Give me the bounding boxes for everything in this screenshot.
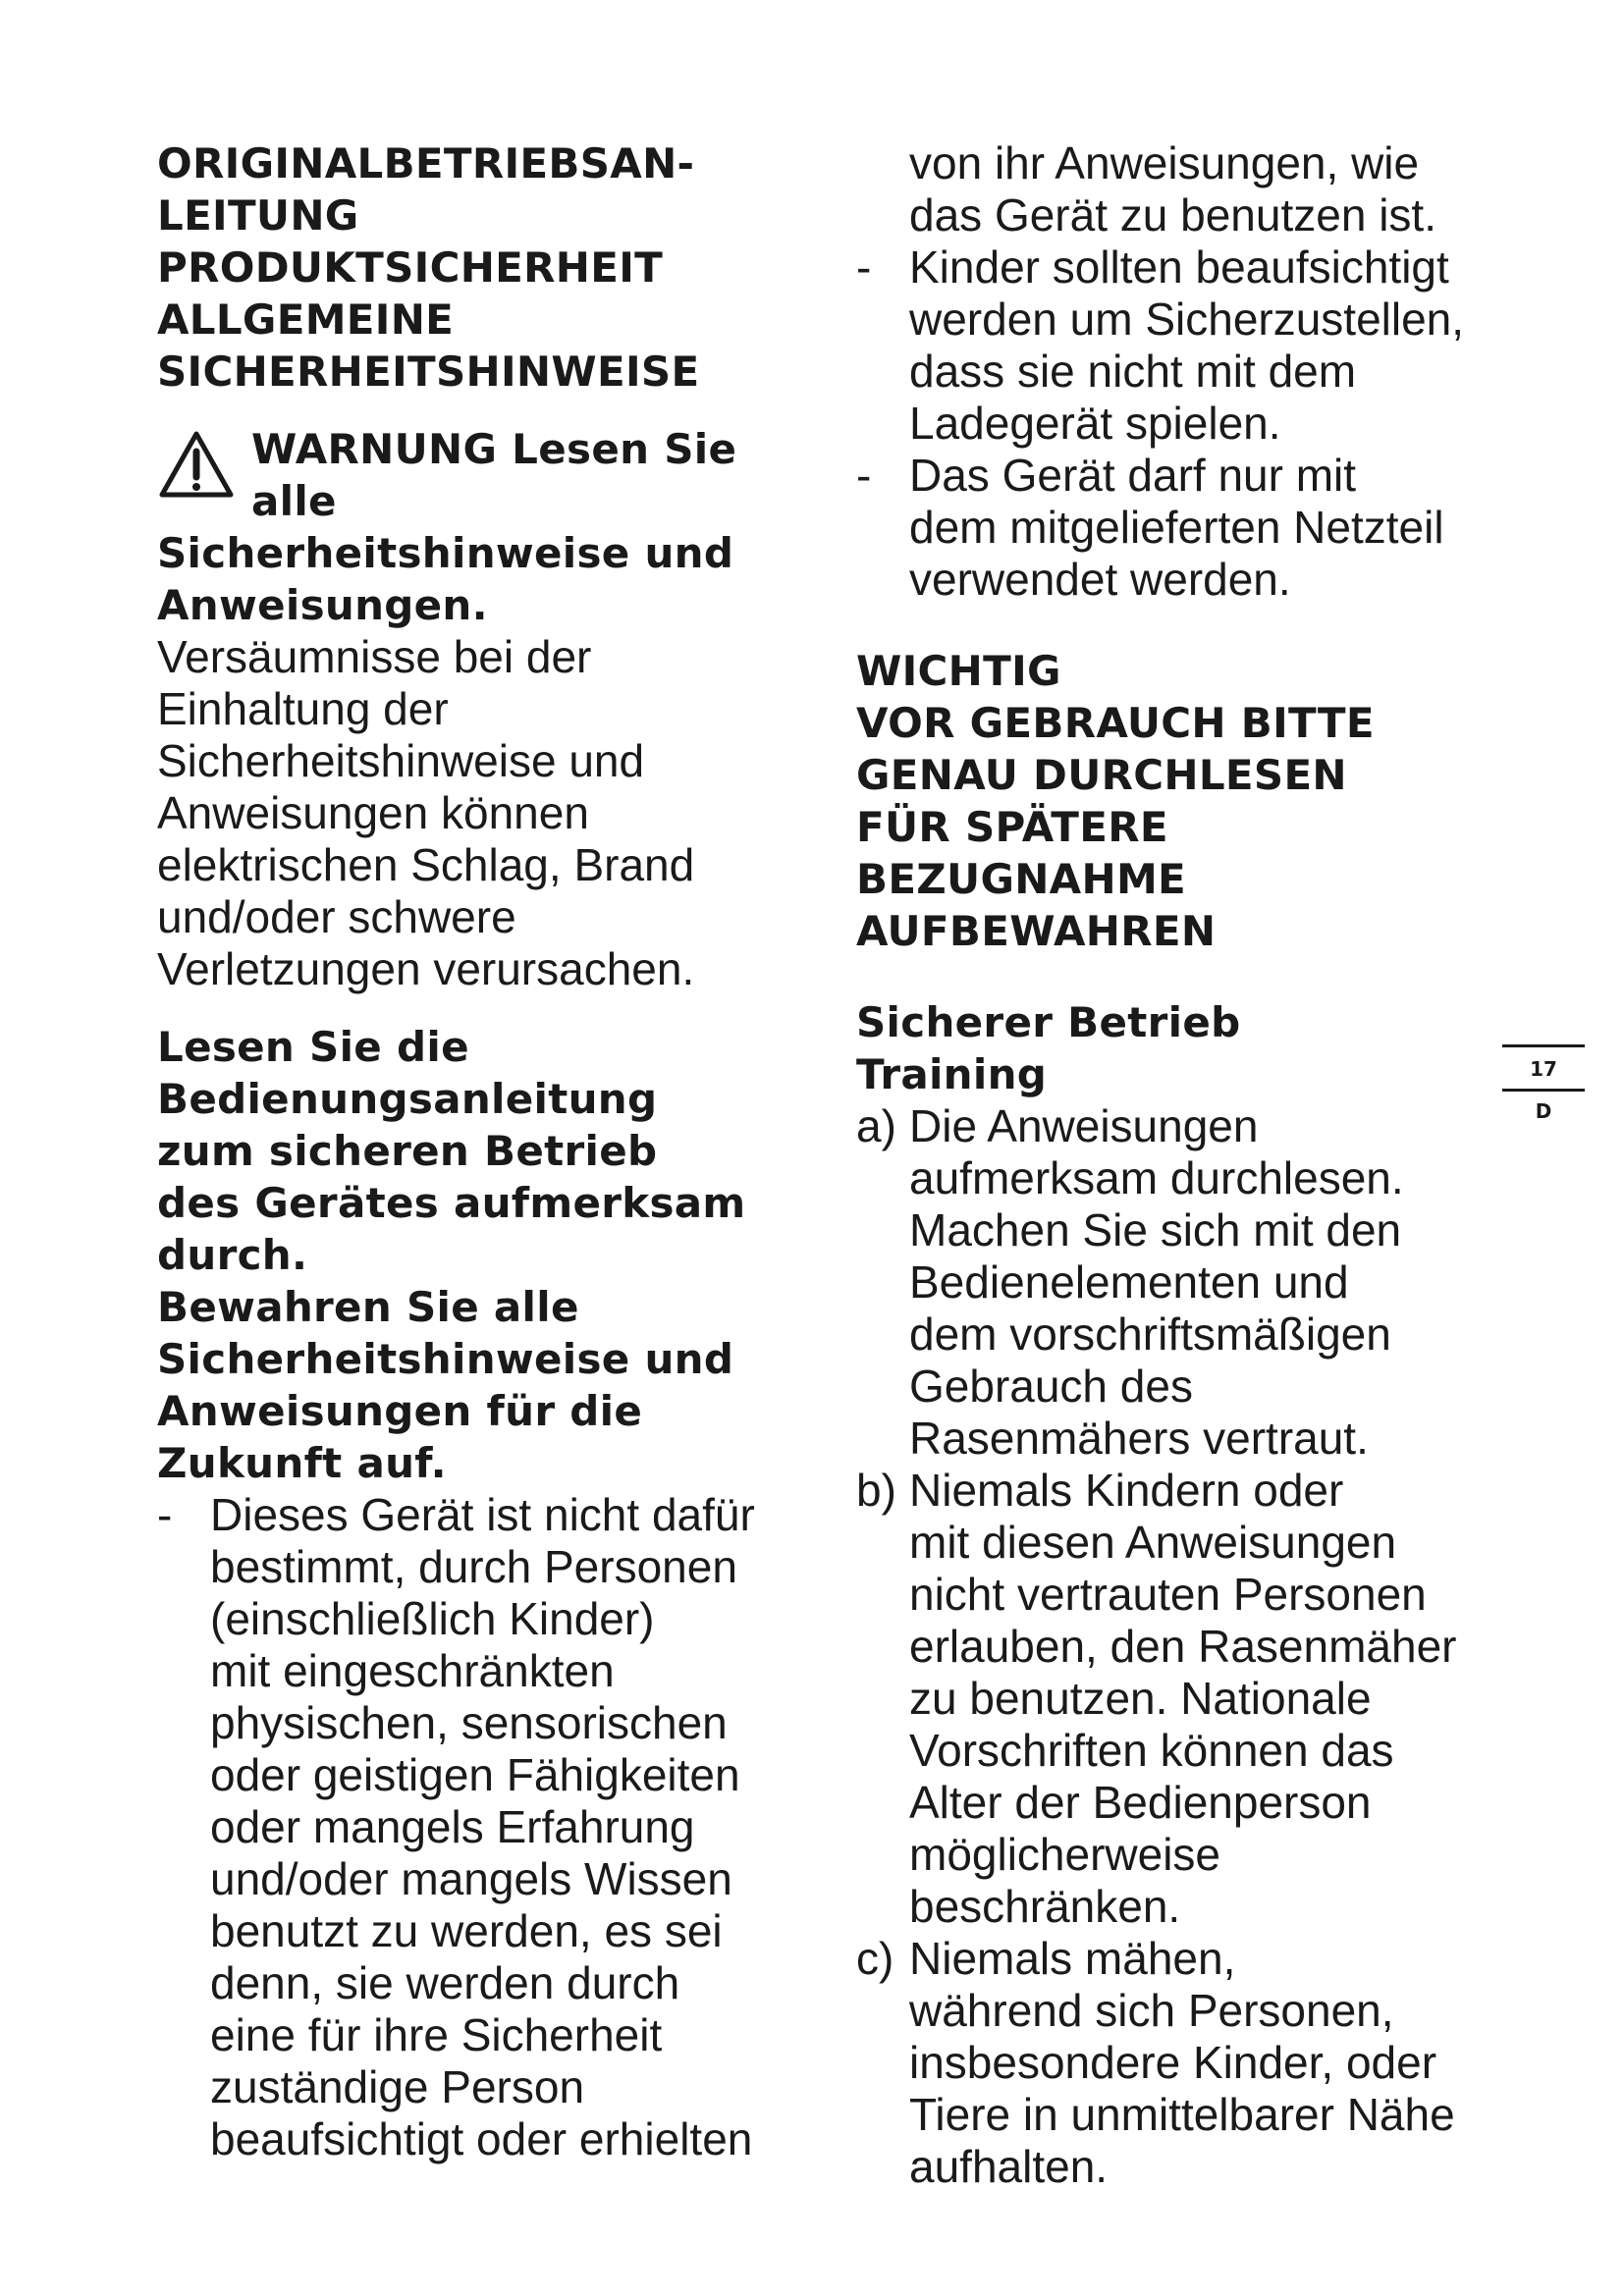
list-marker: - (856, 241, 872, 293)
list-line: Bedienelementen und (909, 1256, 1349, 1308)
list-line: werden um Sicherzustellen, (909, 294, 1465, 345)
paragraph-line: Verletzungen verursachen. (157, 943, 695, 994)
list-line: (einschließlich Kinder) (210, 1593, 655, 1644)
list-marker: a) (856, 1100, 896, 1151)
list-line: Die Anweisungen (909, 1100, 1259, 1151)
title-line: SICHERHEITSHINWEISE (157, 347, 700, 396)
list-line: zu benutzen. Nationale (909, 1673, 1372, 1724)
list-line: Alter der Bedienperson (909, 1777, 1372, 1828)
paragraph-line: und/oder schwere (157, 891, 516, 942)
warning-cont-line: Anweisungen. (157, 581, 488, 629)
heading-line: Sicherer Betrieb (856, 998, 1241, 1046)
heading-line: Sicherheitshinweise und (157, 1335, 734, 1383)
read-instructions-heading (157, 1021, 805, 1489)
paragraph-line: Sicherheitshinweise und (157, 735, 645, 786)
list-line: Kinder sollten beaufsichtigt (909, 241, 1449, 293)
list-line: bestimmt, durch Personen (210, 1541, 737, 1592)
list-line: Dieses Gerät ist nicht dafür (210, 1489, 755, 1540)
heading-line: Lesen Sie die (157, 1023, 469, 1071)
important-heading (856, 645, 1524, 957)
list-line: insbesondere Kinder, oder (909, 2037, 1437, 2088)
list-line: oder geistigen Fähigkeiten (210, 1749, 740, 1800)
heading-line: BEZUGNAHME (856, 855, 1187, 903)
heading-line: VOR GEBRAUCH BITTE (856, 699, 1375, 747)
list-line: denn, sie werden durch (210, 1957, 680, 2008)
warning-line: alle (251, 477, 337, 525)
list-line: Niemals Kindern oder (909, 1465, 1344, 1516)
list-line: dem vorschriftsmäßigen (909, 1308, 1391, 1360)
list-line: Vorschriften können das (909, 1725, 1394, 1776)
heading-line: Training (856, 1050, 1048, 1098)
list-line: Ladegerät spielen. (909, 398, 1281, 449)
list-line: Tiere in unmittelbarer Nähe (909, 2089, 1455, 2140)
list-line: mit diesen Anweisungen (909, 1517, 1397, 1568)
paragraph-line: von ihr Anweisungen, wie (909, 137, 1420, 188)
list-marker: c) (856, 1933, 894, 1984)
document-title (157, 137, 805, 398)
list-line: verwendet werden. (909, 554, 1291, 605)
title-line: ALLGEMEINE (157, 295, 455, 344)
list-line: benutzt zu werden, es sei (210, 1905, 723, 1956)
list-line: Gebrauch des (909, 1361, 1193, 1412)
paragraph-line: das Gerät zu benutzen ist. (909, 189, 1436, 240)
paragraph-line: Einhaltung der (157, 683, 449, 734)
page-marker-rule (1502, 1044, 1585, 1047)
page-marker-rule (1502, 1089, 1585, 1092)
list-line: eine für ihre Sicherheit (210, 2009, 663, 2060)
warning-heading-continued (157, 527, 805, 631)
section-heading (856, 996, 1524, 1100)
heading-line: AUFBEWAHREN (856, 907, 1217, 955)
list-line: aufmerksam durchlesen. (909, 1152, 1404, 1203)
list-line: zuständige Person (210, 2061, 585, 2112)
list-line: erlauben, den Rasenmäher (909, 1621, 1457, 1672)
list-line: dem mitgelieferten Netzteil (909, 502, 1444, 553)
list-line: Rasenmähers vertraut. (909, 1413, 1369, 1464)
list-line: Das Gerät darf nur mit (909, 450, 1357, 501)
list-item (856, 1465, 1524, 1933)
right-column (856, 137, 1524, 2193)
list-line: beschränken. (909, 1881, 1181, 1932)
page-number: 17 (1530, 1057, 1557, 1081)
warning-heading (157, 423, 805, 527)
list-line: während sich Personen, (909, 1985, 1394, 2036)
title-line: LEITUNG (157, 191, 359, 240)
list-item (856, 1933, 1524, 2193)
list-line: aufhalten. (909, 2141, 1109, 2192)
heading-line: WICHTIG (856, 647, 1061, 695)
title-line: ORIGINALBETRIEBSAN- (157, 139, 695, 187)
list-line: beaufsichtigt oder erhielten (210, 2113, 753, 2164)
warning-paragraph (157, 631, 805, 995)
warning-line: WARNUNG Lesen Sie (251, 425, 737, 473)
list-line: nicht vertrauten Personen (909, 1569, 1427, 1620)
heading-line: zum sicheren Betrieb (157, 1127, 658, 1175)
list-line: dass sie nicht mit dem (909, 346, 1357, 397)
list-item (856, 450, 1524, 606)
heading-line: Anweisungen für die (157, 1387, 643, 1435)
language-code: D (1535, 1099, 1552, 1123)
paragraph-line: Anweisungen können (157, 787, 589, 838)
list-line: physischen, sensorischen (210, 1697, 728, 1748)
list-line: mit eingeschränkten (210, 1645, 615, 1696)
heading-line: Bedienungsanleitung (157, 1075, 658, 1123)
left-column (157, 137, 805, 2165)
list-item (856, 241, 1524, 450)
list-line: möglicherweise (909, 1829, 1221, 1880)
title-line: PRODUKTSICHERHEIT (157, 243, 664, 292)
heading-line: FÜR SPÄTERE (856, 803, 1168, 851)
list-line: oder mangels Erfahrung (210, 1801, 695, 1852)
heading-line: des Gerätes aufmerksam (157, 1179, 746, 1227)
list-line: Niemals mähen, (909, 1933, 1236, 1984)
list-marker: - (157, 1489, 173, 1540)
list-line: Machen Sie sich mit den (909, 1204, 1402, 1255)
list-marker: b) (856, 1465, 896, 1516)
paragraph-line: elektrischen Schlag, Brand (157, 839, 695, 890)
paragraph-line: Versäumnisse bei der (157, 631, 592, 682)
heading-line: Bewahren Sie alle (157, 1283, 579, 1331)
warning-triangle-icon (157, 429, 236, 500)
heading-line: durch. (157, 1231, 308, 1279)
heading-line: Zukunft auf. (157, 1439, 447, 1487)
list-marker: - (856, 450, 872, 501)
continued-paragraph (856, 137, 1524, 241)
list-item (856, 1100, 1524, 1465)
page-marker (1502, 1044, 1585, 1125)
list-item (157, 1489, 805, 2165)
list-line: und/oder mangels Wissen (210, 1853, 732, 1904)
warning-cont-line: Sicherheitshinweise und (157, 529, 734, 577)
heading-line: GENAU DURCHLESEN (856, 751, 1347, 799)
